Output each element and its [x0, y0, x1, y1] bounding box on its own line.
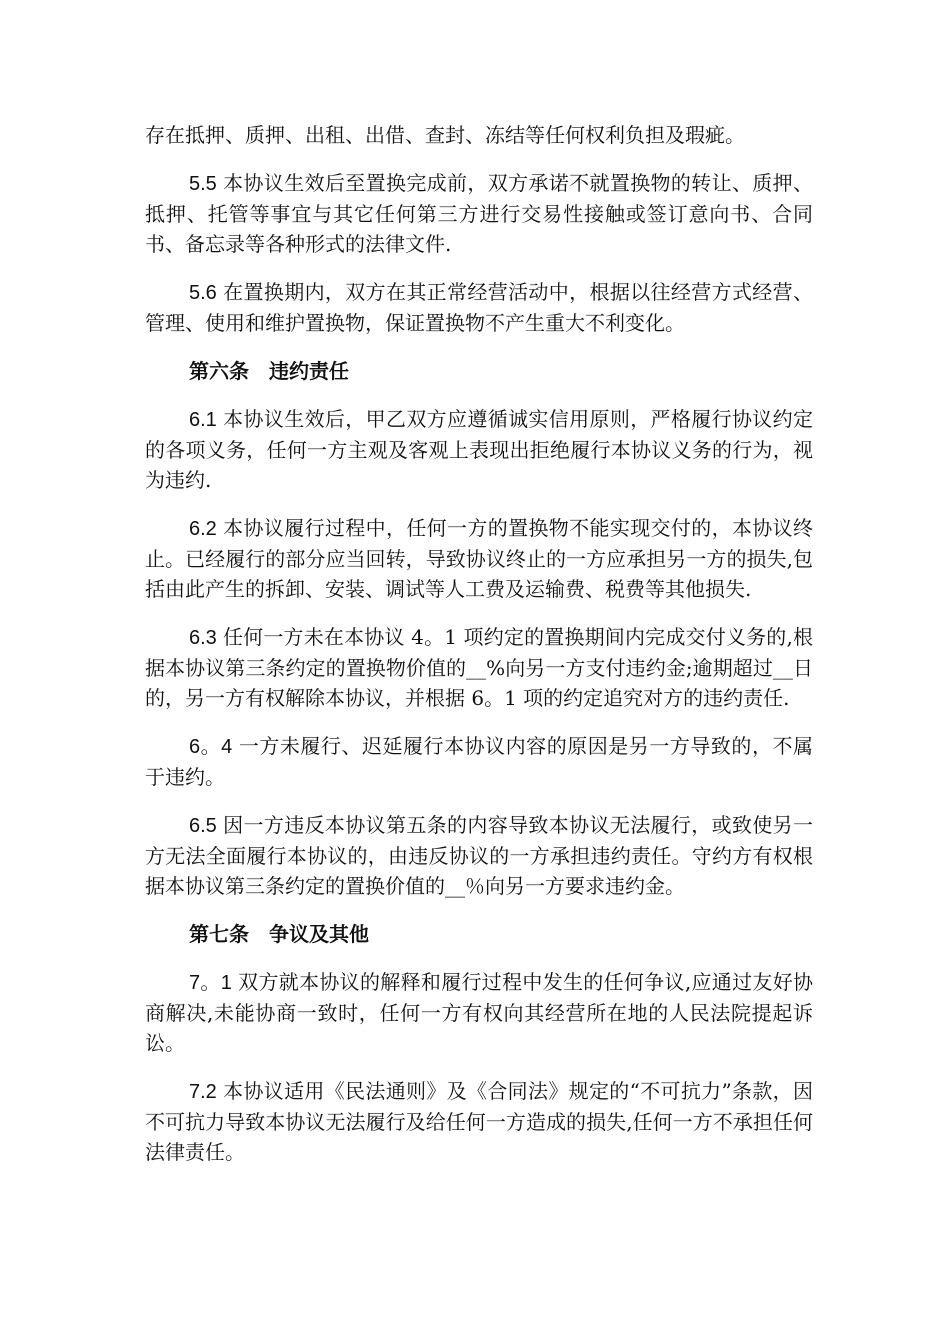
paragraph-5-4-continuation: 存在抵押、质押、出租、出借、查封、冻结等任何权利负担及瑕疵。	[145, 123, 745, 147]
clause-number: 6。4	[189, 736, 233, 758]
clause-6-2	[145, 513, 813, 604]
clause-text: 任何一方未在本协议 4。1 项约定的置换期间内完成交付义务的,根据本协议第三条约定的置换物价值的__%向另一方支付违约金;逾期超过__日的，另一方有权解除本协议，并根据 6。1 项的约定追究对方的违约责任.	[145, 625, 813, 710]
clause-number: 7。1	[189, 972, 232, 994]
clause-number: 7.2	[189, 1081, 217, 1103]
clause-text: 在置换期内，双方在其正常经营活动中，根据以往经营方式经营、管理、使用和维护置换物，保证置换物不产生重大不利变化。	[145, 280, 813, 335]
clause-text: 本协议生效后至置换完成前，双方承诺不就置换物的转让、质押、抵押、托管等事宜与其它任何第三方进行交易性接触或签订意向书、合同书、备忘录等各种形式的法律文件.	[145, 171, 813, 256]
clause-7-2	[145, 1076, 813, 1167]
clause-text: 本协议适用《民法通则》及《合同法》规定的“不可抗力”条款，因不可抗力导致本协议无法履行及给任何一方造成的损失,任何一方不承担任何法律责任。	[145, 1079, 813, 1164]
clause-number: 6.2	[189, 518, 217, 540]
clause-6-1	[145, 404, 813, 495]
clause-7-1	[145, 967, 813, 1058]
clause-number: 6.1	[189, 409, 217, 431]
article-7-heading: 第七条 争议及其他	[189, 922, 369, 946]
clause-number: 6.5	[189, 815, 217, 837]
clause-6-5	[145, 810, 813, 901]
clause-text: 本协议履行过程中，任何一方的置换物不能实现交付的，本协议终止。已经履行的部分应当回转，导致协议终止的一方应承担另一方的损失,包括由此产生的拆卸、安装、调试等人工费及运输费、税费等其他损失.	[145, 516, 813, 601]
clause-text: 一方未履行、迟延履行本协议内容的原因是另一方导致的，不属于违约。	[145, 734, 813, 789]
clause-text: 双方就本协议的解释和履行过程中发生的任何争议,应通过友好协商解决,未能协商一致时，任何一方有权向其经营所在地的人民法院提起诉讼。	[145, 970, 814, 1055]
clause-5-5	[145, 168, 813, 259]
document-body	[145, 120, 813, 1185]
clause-6-3	[145, 622, 813, 713]
clause-5-6	[145, 277, 813, 338]
clause-number: 6.3	[189, 627, 217, 649]
clause-number: 5.6	[189, 282, 217, 304]
clause-6-4	[145, 731, 813, 792]
clause-number: 5.5	[189, 173, 217, 195]
clause-text: 本协议生效后，甲乙双方应遵循诚实信用原则，严格履行协议约定的各项义务，任何一方主观及客观上表现出拒绝履行本协议义务的行为，视为违约.	[145, 407, 813, 492]
clause-text: 因一方违反本协议第五条的内容导致本协议无法履行，或致使另一方无法全面履行本协议的，由违反协议的一方承担违约责任。守约方有权根据本协议第三条约定的置换价值的__％向另一方要求违约金。	[145, 813, 813, 898]
article-6-heading: 第六条 违约责任	[189, 359, 349, 383]
